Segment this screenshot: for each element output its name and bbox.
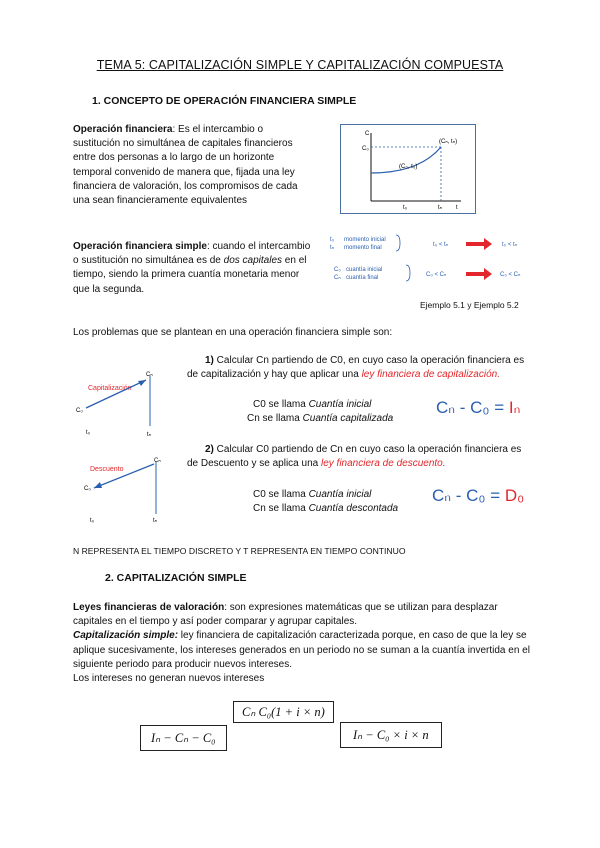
section1-heading: 1. CONCEPTO DE OPERACIÓN FINANCIERA SIMPLE bbox=[92, 95, 357, 107]
interest-note: Los intereses no generan nuevos intereses bbox=[73, 673, 265, 685]
discount-svg bbox=[74, 454, 164, 526]
legend-brace-2 bbox=[406, 265, 410, 281]
def2-text-a: : cuando el intercambio o sustitución no simultánea es de bbox=[73, 241, 311, 267]
legend-rel-1: t₀ < tₙ bbox=[433, 242, 449, 248]
disc-arrow-head bbox=[94, 482, 102, 488]
legend-arrow-1 bbox=[466, 238, 492, 250]
legend-svg bbox=[326, 228, 532, 292]
graph-point-label: (Cₙ, tₙ) bbox=[439, 139, 458, 145]
graph-t0-label: t₀ bbox=[403, 205, 408, 211]
time-note: N REPRESENTA EL TIEMPO DISCRETO Y T REPRESENTA EN TIEMPO CONTINUO bbox=[73, 546, 406, 556]
legend-sym-tn: tₙ bbox=[330, 245, 335, 251]
graph-t-label: t bbox=[456, 205, 458, 211]
laws-text: : son expresiones matemáticas que se utilizan para desplazar capitales en el tiempo y así poder comparar y agrupar capitales. bbox=[73, 602, 498, 628]
problem-1-text bbox=[187, 354, 532, 382]
problem-2-desc: Calcular C0 partiendo de Cn en cuyo caso la operación financiera es de Descuento y se aplica una bbox=[187, 444, 522, 470]
graph-c-label: C bbox=[365, 131, 370, 137]
problem-1-line-cn bbox=[247, 412, 393, 426]
example-reference: Ejemplo 5.1 y Ejemplo 5.2 bbox=[420, 300, 519, 310]
legend-cuantia-inicial: cuantía inicial bbox=[346, 267, 383, 273]
graph-mid-label: (C₀, t₀) bbox=[399, 164, 418, 170]
p1-cn-a: Cn se llama bbox=[247, 413, 303, 424]
legend-sym-t0: t₀ bbox=[330, 237, 335, 243]
def2-term: Operación financiera simple bbox=[73, 241, 207, 252]
formula-interest-diff: Iₙ − Cₙ − C₀ bbox=[140, 725, 227, 751]
graph-svg bbox=[341, 125, 475, 213]
problem-1-desc: Calcular Cn partiendo de C0, en cuyo caso la operación financiera es de capitalización y hay que aplicar una bbox=[187, 355, 525, 381]
legend-momento-final: momento final bbox=[344, 245, 382, 251]
def2-italic: dos capitales bbox=[223, 255, 283, 267]
problem-1-red-law: ley financiera de capitalización. bbox=[361, 369, 500, 381]
capitalization-diagram bbox=[74, 368, 162, 440]
cap-tn: tₙ bbox=[147, 432, 152, 438]
problem-1-number: 1) bbox=[205, 355, 214, 366]
def1-term: Operación financiera bbox=[73, 124, 173, 135]
p2-c0-a: C0 se llama bbox=[253, 489, 309, 500]
section2-heading: 2. CAPITALIZACIÓN SIMPLE bbox=[105, 572, 247, 584]
problem-1-formula bbox=[436, 398, 520, 418]
problem-2-text bbox=[187, 443, 532, 471]
cap-diagram-label: Capitalización bbox=[88, 385, 132, 392]
legend-arrow-2 bbox=[466, 268, 492, 280]
p2-cn-b: Cuantía descontada bbox=[308, 503, 399, 514]
definition-operacion-financiera bbox=[73, 123, 313, 208]
legend-brace-1 bbox=[396, 235, 400, 251]
laws-term: Leyes financieras de valoración bbox=[73, 602, 225, 613]
problems-intro: Los problemas que se plantean en una operación financiera simple son: bbox=[73, 327, 393, 338]
legend-momento-inicial: momento inicial bbox=[344, 237, 386, 243]
discount-diagram bbox=[74, 454, 164, 526]
problem-2-red-law: ley financiera de descuento. bbox=[320, 458, 446, 470]
page-title: TEMA 5: CAPITALIZACIÓN SIMPLE Y CAPITALIZACIÓN COMPUESTA bbox=[96, 58, 504, 72]
legend-sym-c0: C₀ bbox=[334, 267, 341, 273]
p2-formula-a: Cₙ - C₀ = bbox=[432, 486, 505, 505]
graph-tn-label: tₙ bbox=[438, 205, 443, 211]
p1-cn-b: Cuantía capitalizada bbox=[302, 413, 394, 424]
cs-text: ley financiera de capitalización caracterizada porque, en caso de que la ley se aplique sucesivamente, los intereses generados en un periodo no se suman a la cuantía invertida en el siguiente periodo para producir nuevos intereses. bbox=[73, 630, 530, 670]
disc-tn: tₙ bbox=[153, 518, 158, 524]
legend-res-2: C₀ < Cₙ bbox=[500, 272, 521, 278]
problem-2-line-c0 bbox=[253, 488, 371, 502]
definition-operacion-financiera-simple bbox=[73, 240, 313, 297]
laws-paragraph bbox=[73, 601, 533, 629]
legend-sym-cn: Cₙ bbox=[334, 275, 341, 281]
disc-t0: t₀ bbox=[90, 518, 95, 524]
p1-c0-b: Cuantía inicial bbox=[308, 399, 372, 410]
legend-cuantia-final: cuantía final bbox=[346, 275, 379, 281]
disc-diagram-label: Descuento bbox=[90, 466, 124, 473]
cap-t0: t₀ bbox=[86, 430, 91, 436]
formula-capitalization: Cₙ C₀(1 + i × n) bbox=[233, 701, 334, 723]
problem-2-number: 2) bbox=[205, 444, 214, 455]
legend-figure bbox=[326, 228, 532, 292]
def2-text-b: en el tiempo, siendo la primera cuantía monetaria menor que la segunda. bbox=[73, 255, 307, 295]
p1-c0-a: C0 se llama bbox=[253, 399, 309, 410]
cap-c0: C₀ bbox=[76, 408, 83, 414]
p2-formula-b: D₀ bbox=[504, 486, 525, 505]
formula-interest-product: Iₙ − C₀ × i × n bbox=[340, 722, 442, 748]
p1-formula-a: Cₙ - C₀ = bbox=[436, 398, 509, 417]
problem-2-formula bbox=[432, 486, 524, 506]
def1-text: : Es el intercambio o sustitución no simultánea de capitales financieros entre dos personas a lo largo de un horizonte temporal convenido de manera que, fijada una ley financiera de valoración, los compromisos de cada una sean financieramente equivalentes bbox=[73, 124, 298, 207]
cs-paragraph bbox=[73, 629, 533, 672]
disc-c0: C₀ bbox=[84, 486, 91, 492]
disc-cn: Cₙ bbox=[154, 458, 161, 464]
legend-res-1: t₀ < tₙ bbox=[502, 242, 518, 248]
p2-cn-a: Cn se llama bbox=[253, 503, 309, 514]
capital-time-graph bbox=[340, 124, 476, 214]
cs-term: Capitalización simple: bbox=[73, 630, 179, 642]
p2-c0-b: Cuantía inicial bbox=[308, 489, 372, 500]
problem-1-line-c0 bbox=[253, 398, 371, 412]
capitalization-svg bbox=[74, 368, 162, 440]
legend-rel-2: C₀ < Cₙ bbox=[426, 272, 447, 278]
graph-c0-label: C₀ bbox=[362, 146, 369, 152]
cap-cn: Cₙ bbox=[146, 372, 153, 378]
problem-2-line-cn bbox=[253, 502, 398, 516]
section2-body bbox=[73, 601, 533, 686]
p1-formula-b: Iₙ bbox=[508, 398, 521, 417]
